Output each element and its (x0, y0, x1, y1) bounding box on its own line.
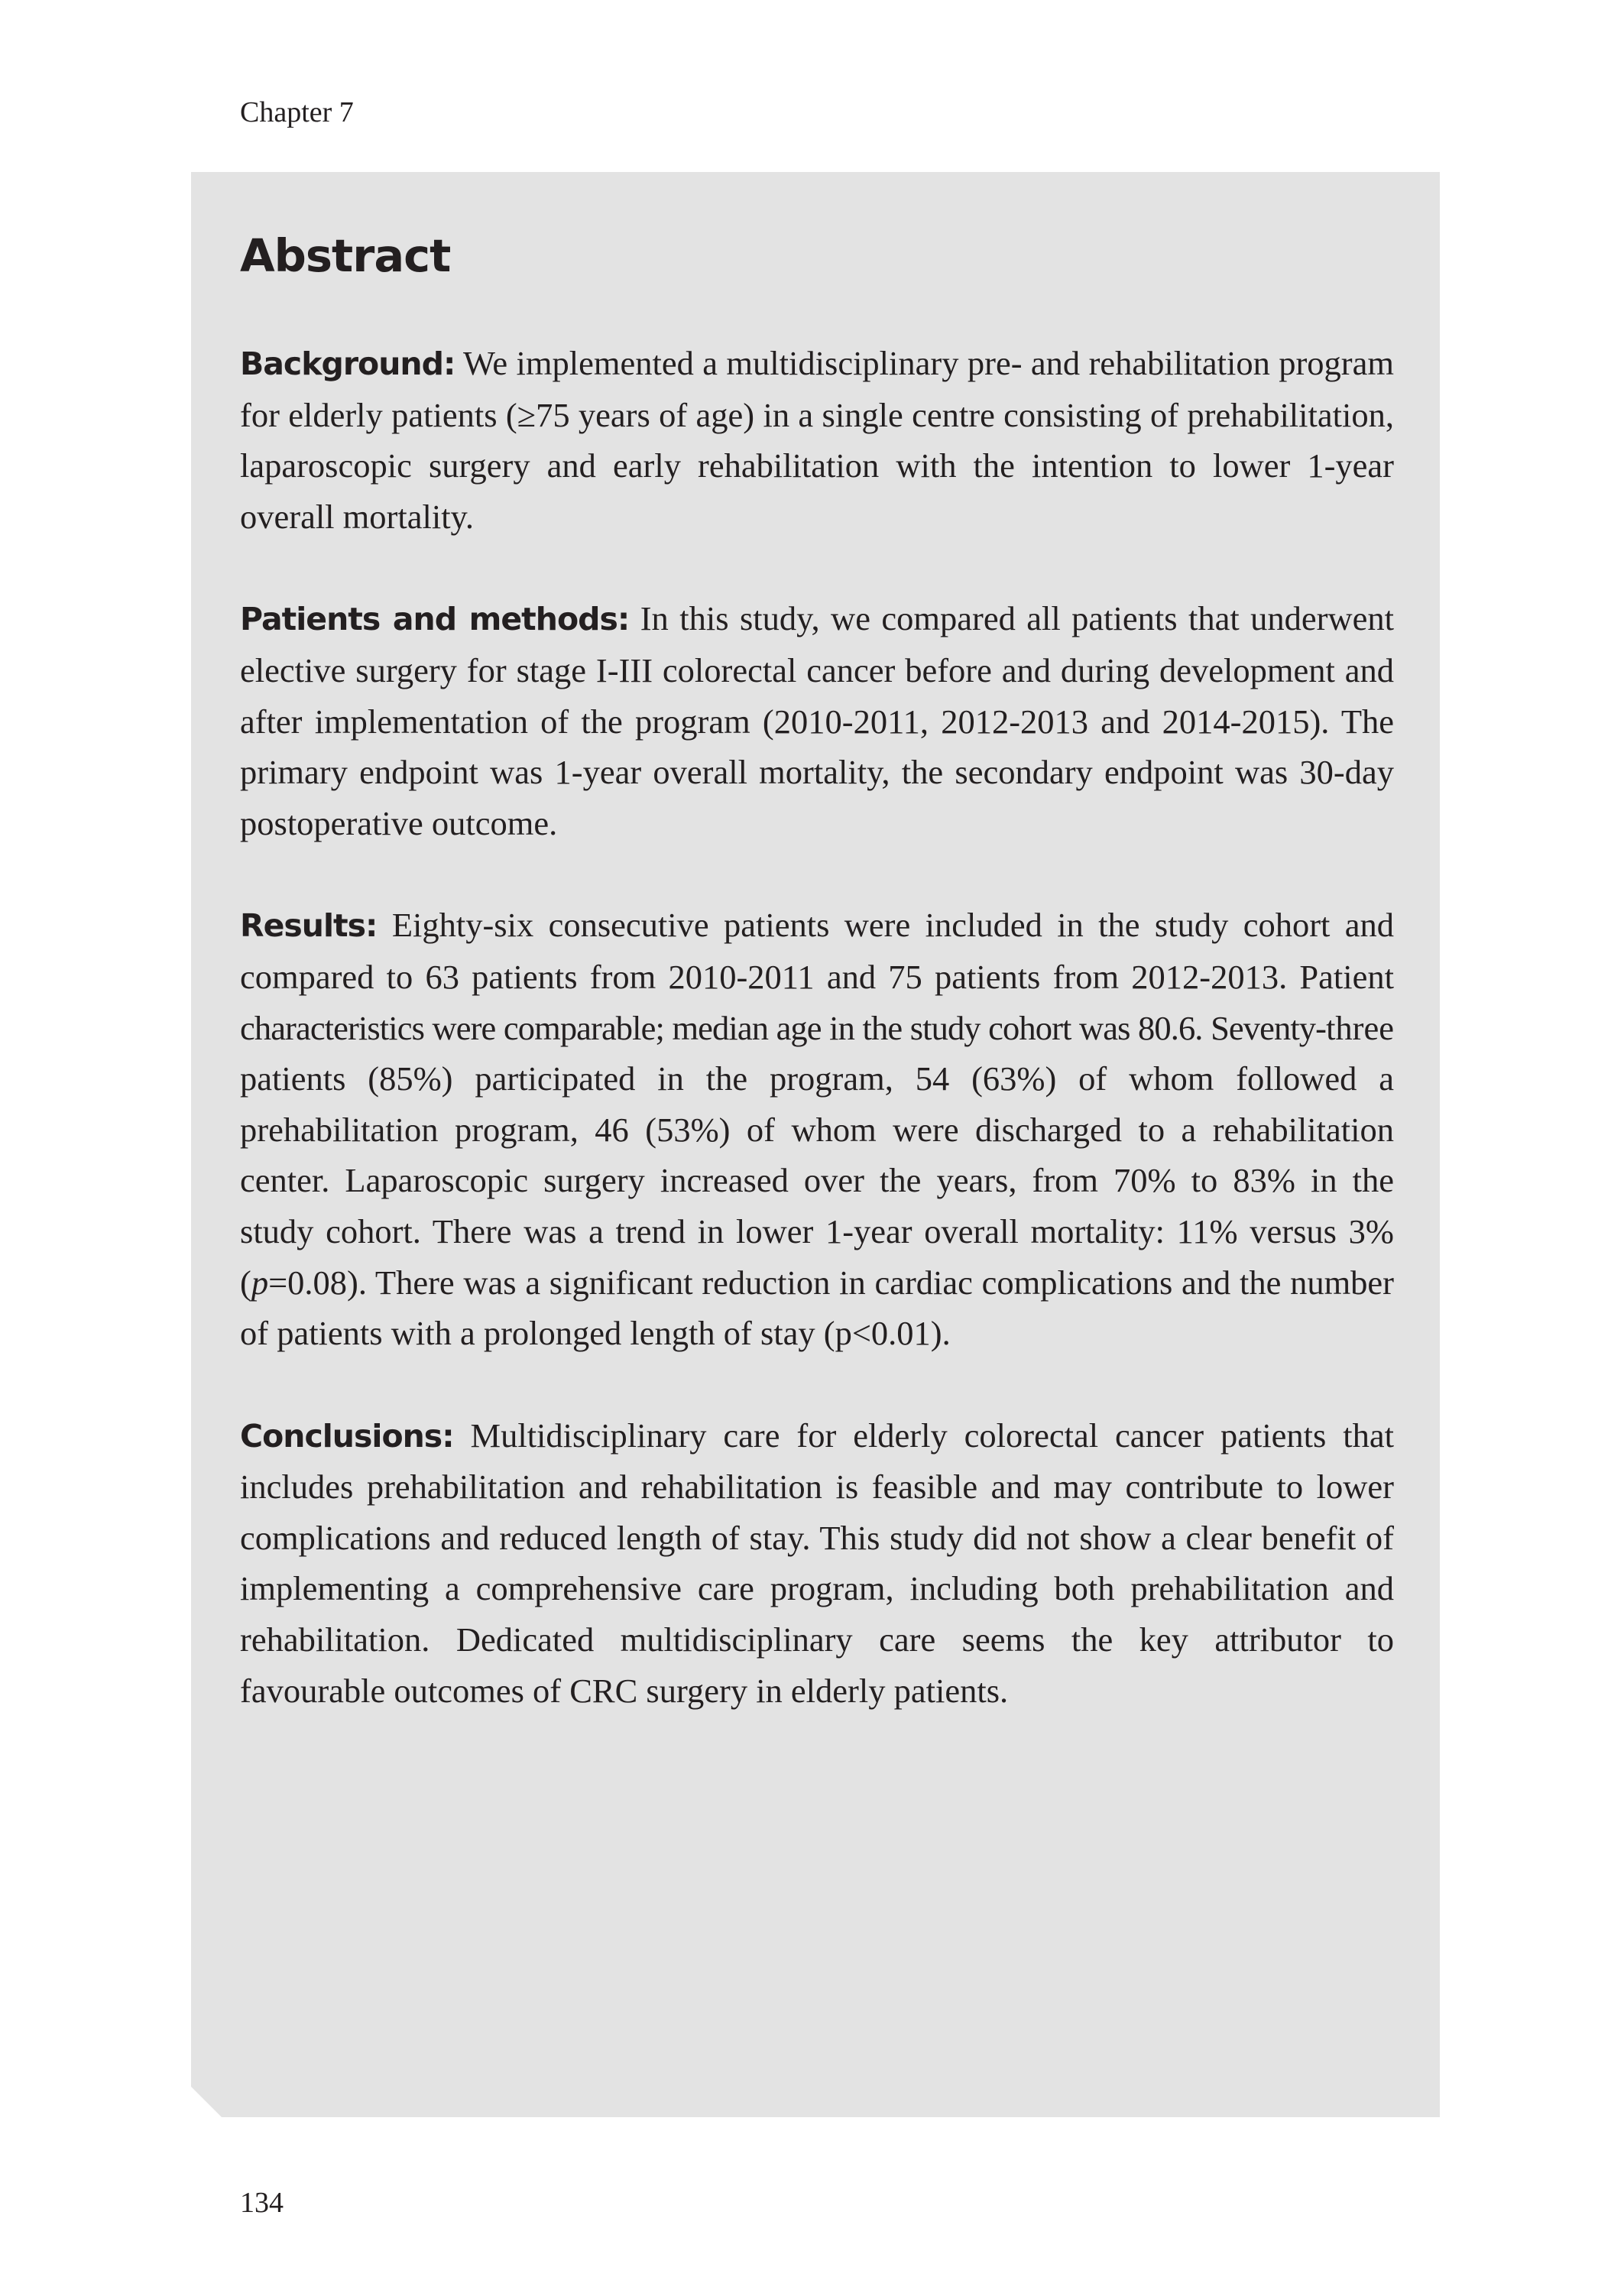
results-text-2: characteristics were comparable; median age in the study cohort was 80.6. Seventy- (240, 1008, 1327, 1047)
running-head: Chapter 7 (240, 96, 354, 128)
background-text: We implemented a multidisciplinary pre- and rehabilitation program for elderly patients (≥75 years of age) in a single centre consisting of prehabilitation, laparoscopic surgery and early rehabilitation with the intention to lower 1-year overall mortality. (240, 344, 1394, 536)
conclusions-label: Conclusions: (240, 1417, 454, 1455)
conclusions-text: Multidisciplinary care for elderly colorectal cancer patients that includes prehabilitation and rehabilitation is feasible and may contribute to lower complications and reduced length of stay. This study did not show a clear benefit of implementing a comprehensive care program, including both prehabilitation and rehabilitation. Dedicated multidisciplinary care seems the key attributor to favourable outcomes of CRC surgery in elderly patients. (240, 1416, 1394, 1710)
results-text-1: Eighty-six consecutive patients were included in the study cohort and compared to 63 patients from 2010-2011 and 75 patients from 2012-2013. Patient (240, 906, 1395, 996)
methods-text: In this study, we compared all patients that underwent elective surgery for stage I-III colorectal cancer before and during development and after implementation of the program (2010-2011, 2012-2013 and 2014-2015). The primary endpoint was 1-year overall mortality, the secondary endpoint was 30-day postoperative outcome. (240, 599, 1394, 842)
results-text-3: three patients (85%) participated in the program, 54 (63%) of whom followed a prehabilitation program, 46 (53%) of whom were discharged to a rehabilitation center. Laparoscopic surgery increased over the years, from 70% to 83% in the study cohort. There was a trend in lower 1-year overall mortality: 11% versus 3% ( (240, 1008, 1394, 1302)
abstract-body (240, 338, 1394, 1767)
background-section (240, 338, 1394, 542)
results-label: Results: (240, 907, 378, 945)
results-text-4: =0.08). There was a significant reduction in cardiac complications and the number of patients with a prolonged length of stay (p<0.01). (240, 1263, 1394, 1353)
p-symbol: p (251, 1263, 269, 1302)
methods-section (240, 593, 1394, 848)
methods-label: Patients and methods: (240, 601, 630, 638)
conclusions-section (240, 1410, 1394, 1717)
abstract-title: Abstract (240, 229, 451, 282)
background-label: Background: (240, 345, 455, 382)
page-number: 134 (240, 2187, 284, 2219)
results-section (240, 900, 1394, 1358)
